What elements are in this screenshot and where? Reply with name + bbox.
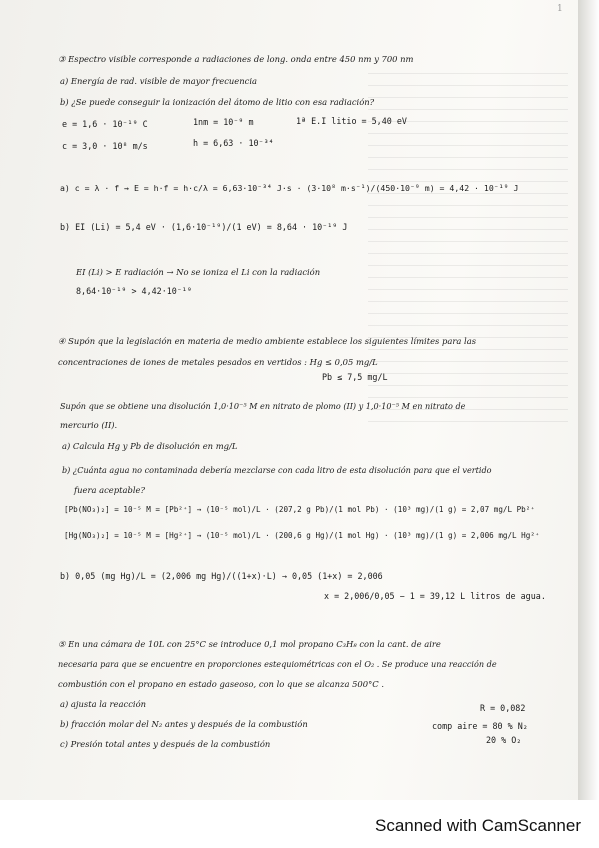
planck-constant: h = 6,63 · 10⁻³⁴ (193, 138, 274, 148)
camscanner-watermark: Scanned with CamScanner (374, 816, 581, 835)
problem-5-statement-line-2: necesaria para que se encuentre en proporciones estequiométricas con el O₂ . Se produce una reacción de (58, 659, 497, 669)
problem-3-part-a: a) Energía de rad. visible de mayor frecuencia (60, 76, 258, 86)
problem-3-comparison: 8,64·10⁻¹⁹ > 4,42·10⁻¹⁹ (76, 286, 192, 296)
pb-concentration-calc: [Pb(NO₃)₂] = 10⁻⁵ M = [Pb²⁺] → (10⁻⁵ mol)/L · (207,2 g Pb)/(1 mol Pb) · (10³ mg)/(1 g) = 2,07 mg/L Pb²⁺ (64, 505, 535, 514)
dilution-result: x = 2,006/0,05 − 1 = 39,12 L litros de agua. (324, 591, 546, 601)
problem-4-statement-line-3: Supón que se obtiene una disolución 1,0·10⁻⁵ M en nitrato de plomo (II) y 1,0·10⁻⁵ M en nitrato de (60, 401, 466, 411)
problem-3-solution-b: b) EI (Li) = 5,4 eV · (1,6·10⁻¹⁹)/(1 eV) = 8,64 · 10⁻¹⁹ J (60, 222, 348, 232)
page-edge-shadow (578, 0, 599, 800)
problem-3-solution-a: a) c = λ · f → E = h·f = h·c/λ = 6,63·10⁻³⁴ J·s · (3·10⁸ m·s⁻¹)/(450·10⁻⁹ m) = 4,42 · 10⁻¹⁹ J (60, 183, 519, 193)
problem-3-statement: ③ Espectro visible corresponde a radiaciones de long. onda entre 450 nm y 700 nm (58, 54, 414, 64)
pb-limit: Pb ≤ 7,5 mg/L (322, 372, 388, 382)
gas-constant: R = 0,082 (480, 703, 526, 713)
problem-4-statement-line-4: mercurio (II). (60, 420, 118, 430)
problem-5-part-b: b) fracción molar del N₂ antes y después de la combustión (60, 719, 308, 729)
electron-charge: e = 1,6 · 10⁻¹⁹ C (62, 119, 148, 129)
hg-concentration-calc: [Hg(NO₃)₂] = 10⁻⁵ M = [Hg²⁺] → (10⁻⁵ mol)/L · (200,6 g Hg)/(1 mol Hg) · (10³ mg)/(1 g) = 2,006 mg/L Hg²⁺ (64, 531, 540, 540)
problem-3-conclusion: EI (Li) > E radiación → No se ioniza el Li con la radiación (76, 267, 321, 277)
nm-conversion: 1nm = 10⁻⁹ m (193, 117, 254, 127)
problem-4-statement-line-2: concentraciones de iones de metales pesados en vertidos : Hg ≤ 0,05 mg/L (58, 357, 378, 367)
problem-5-part-a: a) ajusta la reacción (60, 699, 147, 709)
problem-4-part-a: a) Calcula Hg y Pb de disolución en mg/L (62, 441, 238, 451)
page-mark: 1 (557, 4, 563, 14)
problem-4-part-b: b) ¿Cuánta agua no contaminada debería mezclarse con cada litro de esta disolución para que el vertido (62, 465, 492, 475)
problem-4-part-b-cont: fuera aceptable? (74, 485, 145, 495)
dilution-equation: b) 0,05 (mg Hg)/L = (2,006 mg Hg)/((1+x)·L) → 0,05 (1+x) = 2,006 (60, 571, 383, 581)
problem-3-part-b: b) ¿Se puede conseguir la ionización del átomo de litio con esa radiación? (60, 97, 375, 107)
problem-4-statement-line-1: ④ Supón que la legislación en materia de medio ambiente establece los siguientes límites para las (58, 336, 476, 346)
problem-5-statement-line-1: ⑤ En una cámara de 10L con 25°C se introduce 0,1 mol propano C₃H₈ con la cant. de aire (58, 639, 441, 649)
air-composition-n2: comp aire = 80 % N₂ (432, 721, 528, 731)
speed-of-light: c = 3,0 · 10⁸ m/s (62, 141, 148, 151)
air-composition-o2: 20 % O₂ (486, 735, 522, 745)
bleed-through-text (368, 62, 568, 492)
problem-5-statement-line-3: combustión con el propano en estado gaseoso, con lo que se alcanza 500°C . (58, 679, 385, 689)
lithium-ionization-energy: 1ª E.I litio = 5,40 eV (296, 116, 407, 126)
problem-5-part-c: c) Presión total antes y después de la combustión (60, 739, 271, 749)
